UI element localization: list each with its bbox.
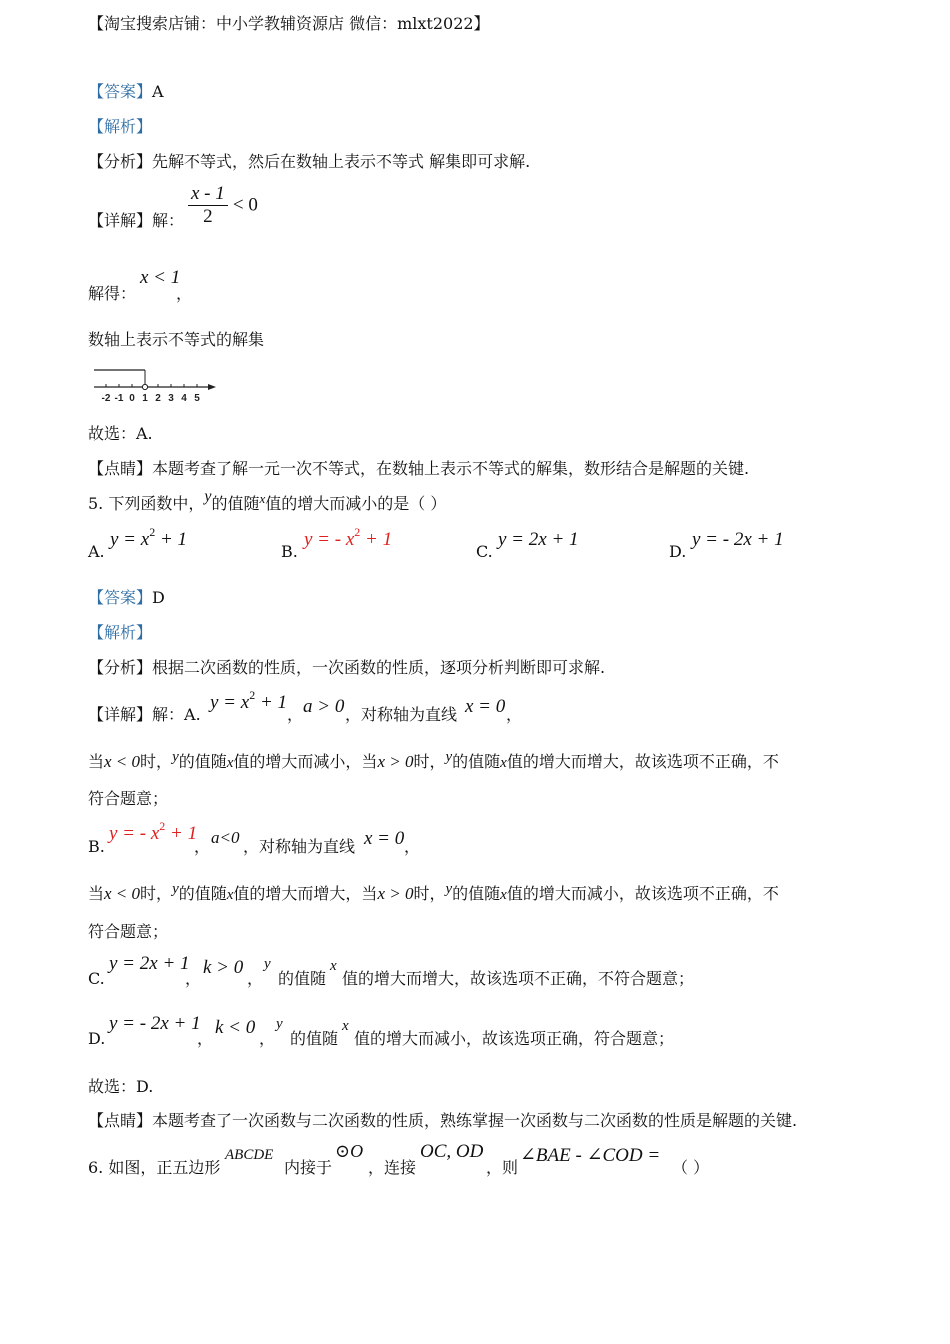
answer-tag: 【答案】 — [88, 82, 153, 101]
option-a-base: y = x — [110, 529, 150, 550]
detail-text: 解： — [152, 211, 185, 230]
q4-jiede-comma: ， — [176, 284, 193, 303]
q5-detail-b-cond: a<0 — [211, 828, 240, 847]
q4-numberline-caption: 数轴上表示不等式的解集 — [88, 330, 265, 349]
option-a-tail: + 1 — [155, 529, 188, 550]
q5-detail-d-sep2: ， — [259, 1029, 276, 1048]
q5-choice: 故选：D. — [88, 1077, 154, 1096]
q6-stem-pre: 6. 如图，正五边形 — [88, 1158, 221, 1177]
q5-option-b-math — [304, 525, 393, 551]
q5-detail-b-label: B. — [88, 837, 105, 856]
q4-fenxi — [88, 152, 530, 172]
var-y: y — [172, 749, 179, 765]
q5-detail-c-x: x — [330, 958, 337, 974]
q5-detail-a-axis-math: x = 0 — [465, 696, 506, 717]
q5-detail-b-sep2: ， — [404, 837, 421, 856]
axis-tick-label: 3 — [168, 393, 174, 404]
detail-tag: 【详解】 — [88, 705, 153, 724]
q5-option-c-label: C. — [476, 542, 493, 561]
axis-tick-label: 2 — [155, 393, 161, 404]
option-b-base: y = - x — [304, 529, 355, 550]
t: 时， — [140, 884, 173, 903]
q5-option-a-label: A. — [88, 542, 105, 561]
q6-connect: ，连接 — [368, 1158, 417, 1177]
q4-jiede-label: 解得： — [88, 284, 137, 303]
t: 值的增大而增大，故该选项不正确，不 — [506, 752, 779, 771]
q4-jiede-math: x < 1 — [140, 267, 181, 288]
func-tail: + 1 — [255, 692, 288, 713]
cond-pos: x > 0 — [377, 752, 414, 771]
stem-y: y — [204, 488, 212, 505]
q5-detail-b-sep1: ， — [194, 837, 211, 856]
fenxi-text: 根据二次函数的性质，一次函数的性质，逐项分析判断即可求解. — [152, 658, 606, 677]
q5-detail-b-axis-math: x = 0 — [364, 828, 405, 849]
q5-detail-d-x: x — [342, 1018, 349, 1034]
q6-then: ，则 — [486, 1158, 519, 1177]
axis-tick-label: -2 — [101, 393, 111, 404]
t: 当 — [88, 884, 105, 903]
comment-text: 本题考查了一次函数与二次函数的性质，熟练掌握一次函数与二次函数的性质是解题的关键. — [152, 1111, 798, 1130]
stem-x: x — [259, 491, 266, 506]
q6-inscribed: 内接于 — [284, 1158, 333, 1177]
t: 的值随 — [452, 884, 501, 903]
comment-text: 本题考查了解一元一次不等式，在数轴上表示不等式的解集，数形结合是解题的关键. — [152, 459, 750, 478]
q5-detail-c-label: C. — [88, 969, 105, 988]
q5-detail-b-func — [109, 819, 198, 845]
fenxi-tag: 【分析】 — [88, 658, 153, 677]
axis-tick-label: 0 — [129, 393, 135, 404]
q5-detail-a-line2 — [88, 749, 779, 773]
q5-detail-a-axis-text: ，对称轴为直线 — [345, 705, 458, 724]
q5-detail-d-func: y = - 2x + 1 — [109, 1013, 201, 1034]
t: 时， — [413, 752, 446, 771]
cond-neg: x < 0 — [104, 884, 141, 903]
fraction-numerator: x - 1 — [188, 183, 228, 206]
q5-detail-b-axis-text: ，对称轴为直线 — [243, 837, 356, 856]
axis-tick-label: -1 — [114, 393, 124, 404]
var-y: y — [445, 881, 453, 897]
q5-detail-c-y: y — [264, 956, 271, 972]
cond-pos: x > 0 — [377, 884, 414, 903]
var-y: y — [172, 881, 179, 897]
t: 的值随 — [452, 752, 501, 771]
q4-detail-label — [88, 211, 184, 231]
var-x: x — [500, 755, 507, 771]
comment-tag: 【点睛】 — [88, 459, 153, 478]
t: 值的增大而减小，故该选项不正确，不 — [506, 884, 779, 903]
t: 时， — [140, 752, 173, 771]
cond-neg: x < 0 — [104, 752, 141, 771]
stem-mid: 的值随 — [211, 494, 260, 513]
q5-detail-d-cond: k < 0 — [215, 1017, 256, 1038]
axis-labels — [102, 393, 201, 404]
q5-option-b-label: B. — [281, 542, 298, 561]
option-b-exponent: 2 — [354, 525, 361, 539]
axis-tick-label: 4 — [181, 393, 187, 404]
q5-detail-b-line2 — [88, 881, 779, 905]
page-header: 【淘宝搜索店铺：中小学教辅资源店 微信：mlxt2022】 — [88, 14, 490, 33]
axis-tick-label: 5 — [194, 393, 200, 404]
func-base: y = x — [210, 692, 250, 713]
q5-detail-a-sep2: ， — [506, 705, 523, 724]
q5-option-d-math: y = - 2x + 1 — [692, 529, 784, 550]
q4-analysis-tag: 【解析】 — [88, 117, 153, 136]
var-y: y — [445, 749, 453, 765]
comment-tag: 【点睛】 — [88, 1111, 153, 1130]
q5-detail-d-label: D. — [88, 1029, 106, 1048]
stem-post: 值的增大而减小的是（ ） — [265, 494, 447, 513]
q5-detail-d-text2: 值的增大而减小，故该选项正确，符合题意； — [354, 1029, 675, 1048]
q5-option-a-math — [110, 525, 188, 551]
q5-detail-a-cond: a > 0 — [303, 696, 345, 717]
stem-pre: 5. 下列函数中， — [88, 494, 205, 513]
func-exponent: 2 — [159, 819, 166, 833]
q5-detail-c-cond: k > 0 — [203, 957, 244, 978]
var-x: x — [500, 887, 507, 903]
q5-detail-d-y: y — [276, 1016, 283, 1032]
q5-option-c-math: y = 2x + 1 — [498, 529, 579, 550]
q4-choice: 故选：A. — [88, 424, 153, 443]
fraction-denominator: 2 — [203, 206, 213, 227]
q5-detail-b-line3: 符合题意； — [88, 922, 169, 941]
q6-polygon: ABCDE — [225, 1147, 274, 1163]
q4-fraction-inequality — [188, 183, 258, 228]
q5-detail-c-func: y = 2x + 1 — [109, 953, 190, 974]
q6-paren: （ ） — [672, 1158, 710, 1177]
axis-tick-label: 1 — [142, 393, 148, 404]
q4-comment — [88, 459, 749, 479]
fraction-relation: < 0 — [232, 194, 258, 216]
q5-answer-line — [88, 588, 165, 608]
t: 值的增大而减小，当 — [233, 752, 378, 771]
option-b-tail: + 1 — [360, 529, 393, 550]
t: 的值随 — [178, 884, 227, 903]
func-base: y = - x — [109, 823, 160, 844]
t: 值的增大而增大，当 — [233, 884, 378, 903]
fenxi-tag: 【分析】 — [88, 152, 153, 171]
axis-arrow — [208, 384, 216, 390]
q5-detail-a — [88, 705, 201, 725]
q5-comment — [88, 1111, 797, 1131]
answer-tag: 【答案】 — [88, 588, 153, 607]
var-x: x — [226, 755, 234, 771]
t: 的值随 — [178, 752, 227, 771]
open-circle-at-1 — [142, 384, 147, 389]
option-a-exponent: 2 — [149, 525, 156, 539]
q5-detail-d-sep1: ， — [197, 1029, 214, 1048]
t: 当 — [88, 752, 105, 771]
q5-analysis-tag: 【解析】 — [88, 623, 153, 642]
q5-detail-d-text1: 的值随 — [290, 1029, 339, 1048]
q5-detail-c-text2: 值的增大而增大，故该选项不正确，不符合题意； — [342, 969, 695, 988]
detail-a-label: 解：A. — [152, 705, 201, 724]
detail-tag: 【详解】 — [88, 211, 153, 230]
q5-detail-a-func — [210, 688, 288, 714]
q6-segments: OC, OD — [420, 1141, 484, 1162]
var-x: x — [226, 887, 234, 903]
fenxi-text: 先解不等式，然后在数轴上表示不等式 解集即可求解. — [152, 152, 531, 171]
q5-detail-c-sep1: ， — [185, 969, 202, 988]
q5-detail-a-sep1: ， — [287, 705, 304, 724]
answer-value: A — [152, 82, 164, 101]
number-line-figure — [90, 362, 220, 404]
func-tail: + 1 — [165, 823, 198, 844]
q5-detail-c-text1: 的值随 — [278, 969, 327, 988]
q5-option-d-label: D. — [669, 542, 687, 561]
q5-stem — [88, 488, 447, 515]
q6-circle: ⊙O — [335, 1141, 364, 1161]
answer-value: D — [152, 588, 165, 607]
q6-angle-expr: ∠BAE - ∠COD = — [520, 1145, 661, 1166]
q5-detail-c-sep2: ， — [247, 969, 264, 988]
q5-detail-a-line3: 符合题意； — [88, 789, 169, 808]
t: 时， — [413, 884, 446, 903]
q4-answer-line — [88, 82, 164, 102]
q5-fenxi — [88, 658, 605, 678]
fraction — [188, 183, 228, 228]
func-exponent: 2 — [249, 688, 256, 702]
